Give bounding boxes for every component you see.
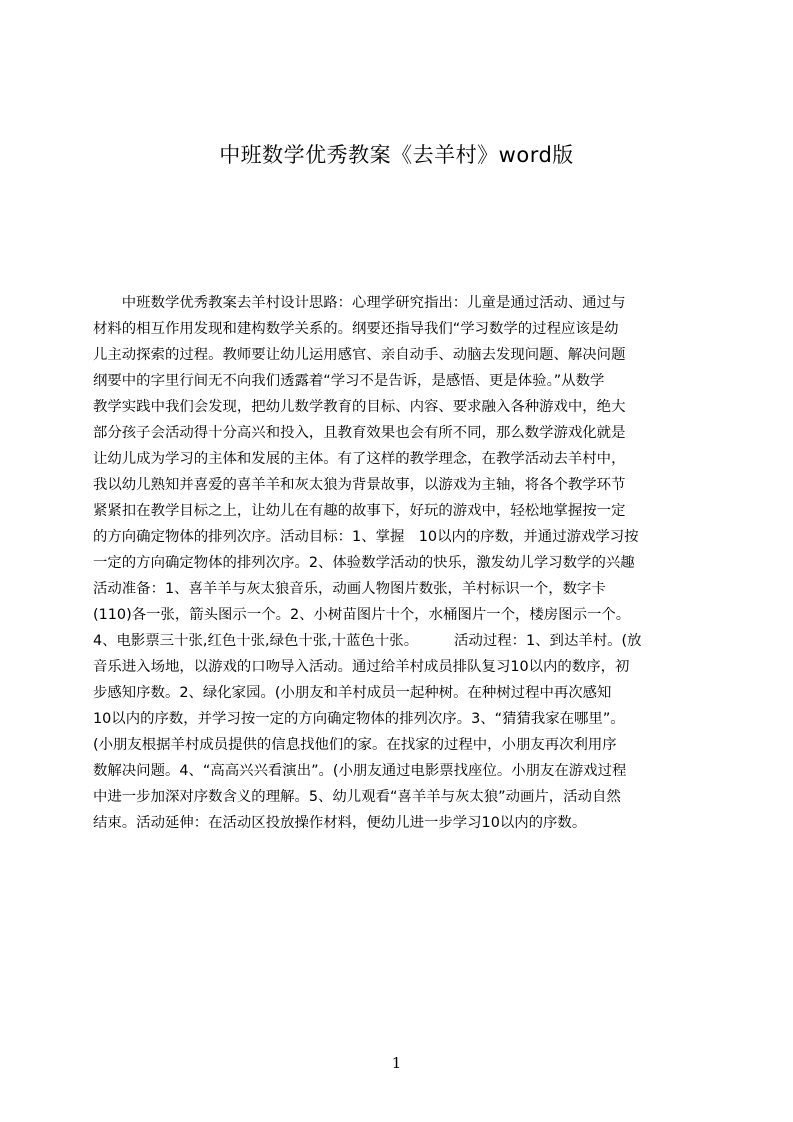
text-line: 部分孩子会活动得十分高兴和投入，且教育效果也会有所不同，那么数学游戏化就是 xyxy=(93,425,626,441)
text-line: (110)各一张，箭头图示一个。2、小树苗图片十个，水桶图片一个，楼房图示一个。 xyxy=(93,607,631,623)
text-line: 儿主动探索的过程。教师要让幼儿运用感官、亲自动手、动脑去发现问题、解决问题 xyxy=(93,347,626,363)
body-paragraph xyxy=(93,290,698,836)
text-line: 活动准备：1、喜羊羊与灰太狼音乐，动画人物图片数张，羊村标识一个，数字卡 xyxy=(93,581,606,597)
text-line: (小朋友根据羊村成员提供的信息找他们的家。在找家的过程中，小朋友再次利用序 xyxy=(93,737,617,753)
text-line: 紧紧扣在教学目标之上，让幼儿在有趣的故事下，好玩的游戏中，轻松地掌握按一定 xyxy=(93,503,626,519)
text-line: 让幼儿成为学习的主体和发展的主体。有了这样的教学理念，在教学活动去羊村中， xyxy=(93,451,626,467)
text-line: 纲要中的字里行间无不向我们透露着“学习不是告诉，是感悟、更是体验。”从数学 xyxy=(93,373,605,389)
text-line: 结束。活动延伸：在活动区投放操作材料，便幼儿进一步学习10以内的序数。 xyxy=(93,815,587,831)
page-number: 1 xyxy=(391,1054,402,1072)
text-line: 材料的相互作用发现和建构数学关系的。纲要还指导我们“学习数学的过程应该是幼 xyxy=(93,321,619,337)
document-title: 中班数学优秀教案《去羊村》word版 xyxy=(219,143,574,167)
text-line: 一定的方向确定物体的排列次序。2、体验数学活动的快乐，激发幼儿学习数学的兴趣 xyxy=(93,555,635,571)
text-line: 步感知序数。2、绿化家园。(小朋友和羊村成员一起种树。在种树过程中再次感知 xyxy=(93,685,612,701)
text-line: 我以幼儿熟知并喜爱的喜羊羊和灰太狼为背景故事，以游戏为主轴，将各个教学环节 xyxy=(93,477,626,493)
text-line: 中进一步加深对序数含义的理解。5、幼儿观看“喜羊羊与灰太狼”动画片，活动自然 xyxy=(93,789,621,805)
text-line: 教学实践中我们会发现，把幼儿数学教育的目标、内容、要求融入各种游戏中，绝大 xyxy=(93,399,626,415)
text-line: 音乐进入场地，以游戏的口吻导入活动。通过给羊村成员排队复习10以内的数序，初 xyxy=(93,659,630,675)
text-line: 中班数学优秀教案去羊村设计思路：心理学研究指出：儿童是通过活动、通过与 xyxy=(93,295,626,311)
text-line: 10以内的序数，并学习按一定的方向确定物体的排列次序。3、“猜猜我家在哪里”。 xyxy=(93,711,625,727)
text-line: 的方向确定物体的排列次序。活动目标：1、掌握 10以内的序数，并通过游戏学习按 xyxy=(93,529,639,545)
text-line: 4、电影票三十张,红色十张,绿色十张,十蓝色十张。 活动过程：1、到达羊村。(放 xyxy=(93,633,642,649)
text-line: 数解决问题。4、“高高兴兴看演出”。(小朋友通过电影票找座位。小朋友在游戏过程 xyxy=(93,763,627,779)
